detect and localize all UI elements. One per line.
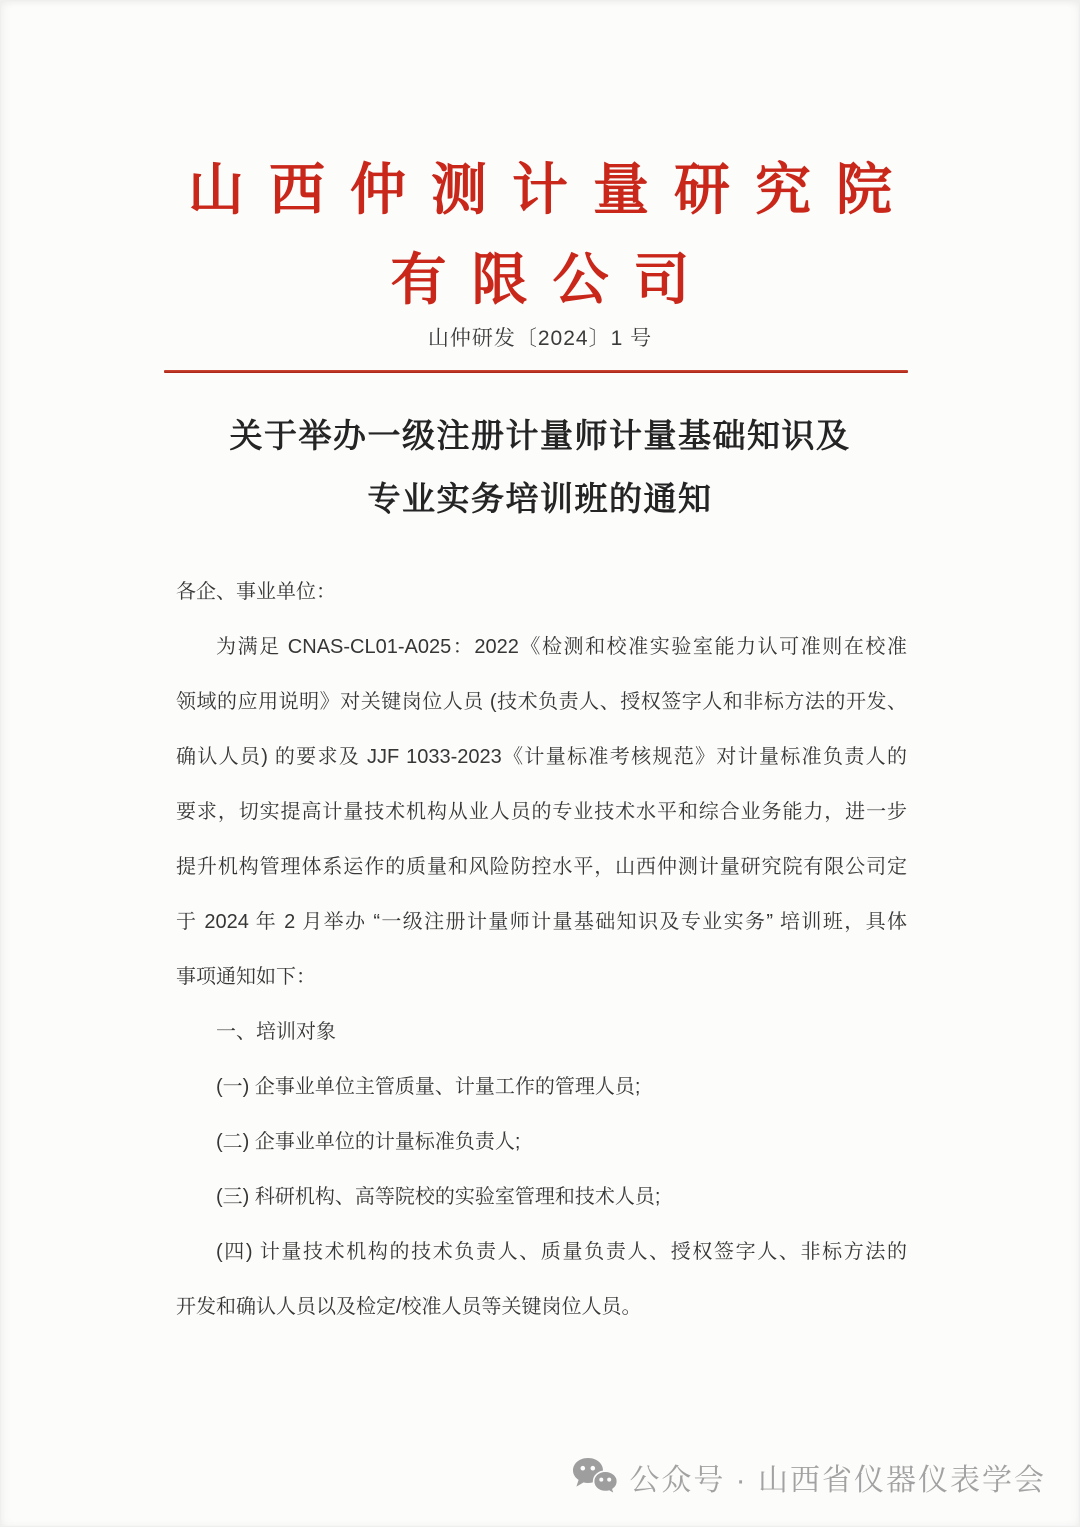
notice-body [176,565,907,1335]
section-heading: 一、培训对象 [216,1021,336,1043]
list-item: (二) 企事业单位的计量标准负责人; [216,1131,521,1153]
wechat-icon [572,1457,618,1497]
body-line: 事项通知如下： [176,966,316,988]
body-line-salutation: 各企、事业单位： [176,581,336,603]
watermark-text: 公众号 · 山西省仪器仪表学会 [629,1464,1046,1497]
org-name-line1: 山西仲测计量研究院 [188,160,917,222]
list-item: (四) 计量技术机构的技术负责人、质量负责人、授权签字人、非标方法的 [216,1241,907,1263]
list-item: (一) 企事业单位主管质量、计量工作的管理人员; [216,1076,641,1098]
watermark [572,1455,1046,1499]
notice-title-line2: 专业实务培训班的通知 [367,480,713,517]
notice-title-line1: 关于举办一级注册计量师计量基础知识及 [229,417,851,454]
body-line: 开发和确认人员以及检定/校准人员等关键岗位人员。 [176,1296,642,1318]
org-name-line2: 有限公司 [390,250,715,312]
document-number: 山仲研发〔2024〕1 号 [427,327,653,350]
red-divider-rule [164,370,908,373]
body-line: 要求，切实提高计量技术机构从业人员的专业技术水平和综合业务能力，进一步 [176,801,907,823]
list-item: (三) 科研机构、高等院校的实验室管理和技术人员; [216,1186,661,1208]
body-line: 为满足 CNAS-CL01-A025：2022《检测和校准实验室能力认可准则在校准 [216,636,907,658]
body-line: 提升机构管理体系运作的质量和风险防控水平，山西仲测计量研究院有限公司定 [176,856,907,878]
body-line: 领域的应用说明》对关键岗位人员 (技术负责人、授权签字人和非标方法的开发、 [176,691,907,713]
body-line: 于 2024 年 2 月举办 “一级注册计量师计量基础知识及专业实务” 培训班，具体 [176,911,907,933]
body-line: 确认人员) 的要求及 JJF 1033-2023《计量标准考核规范》对计量标准负责人的 [176,746,907,768]
